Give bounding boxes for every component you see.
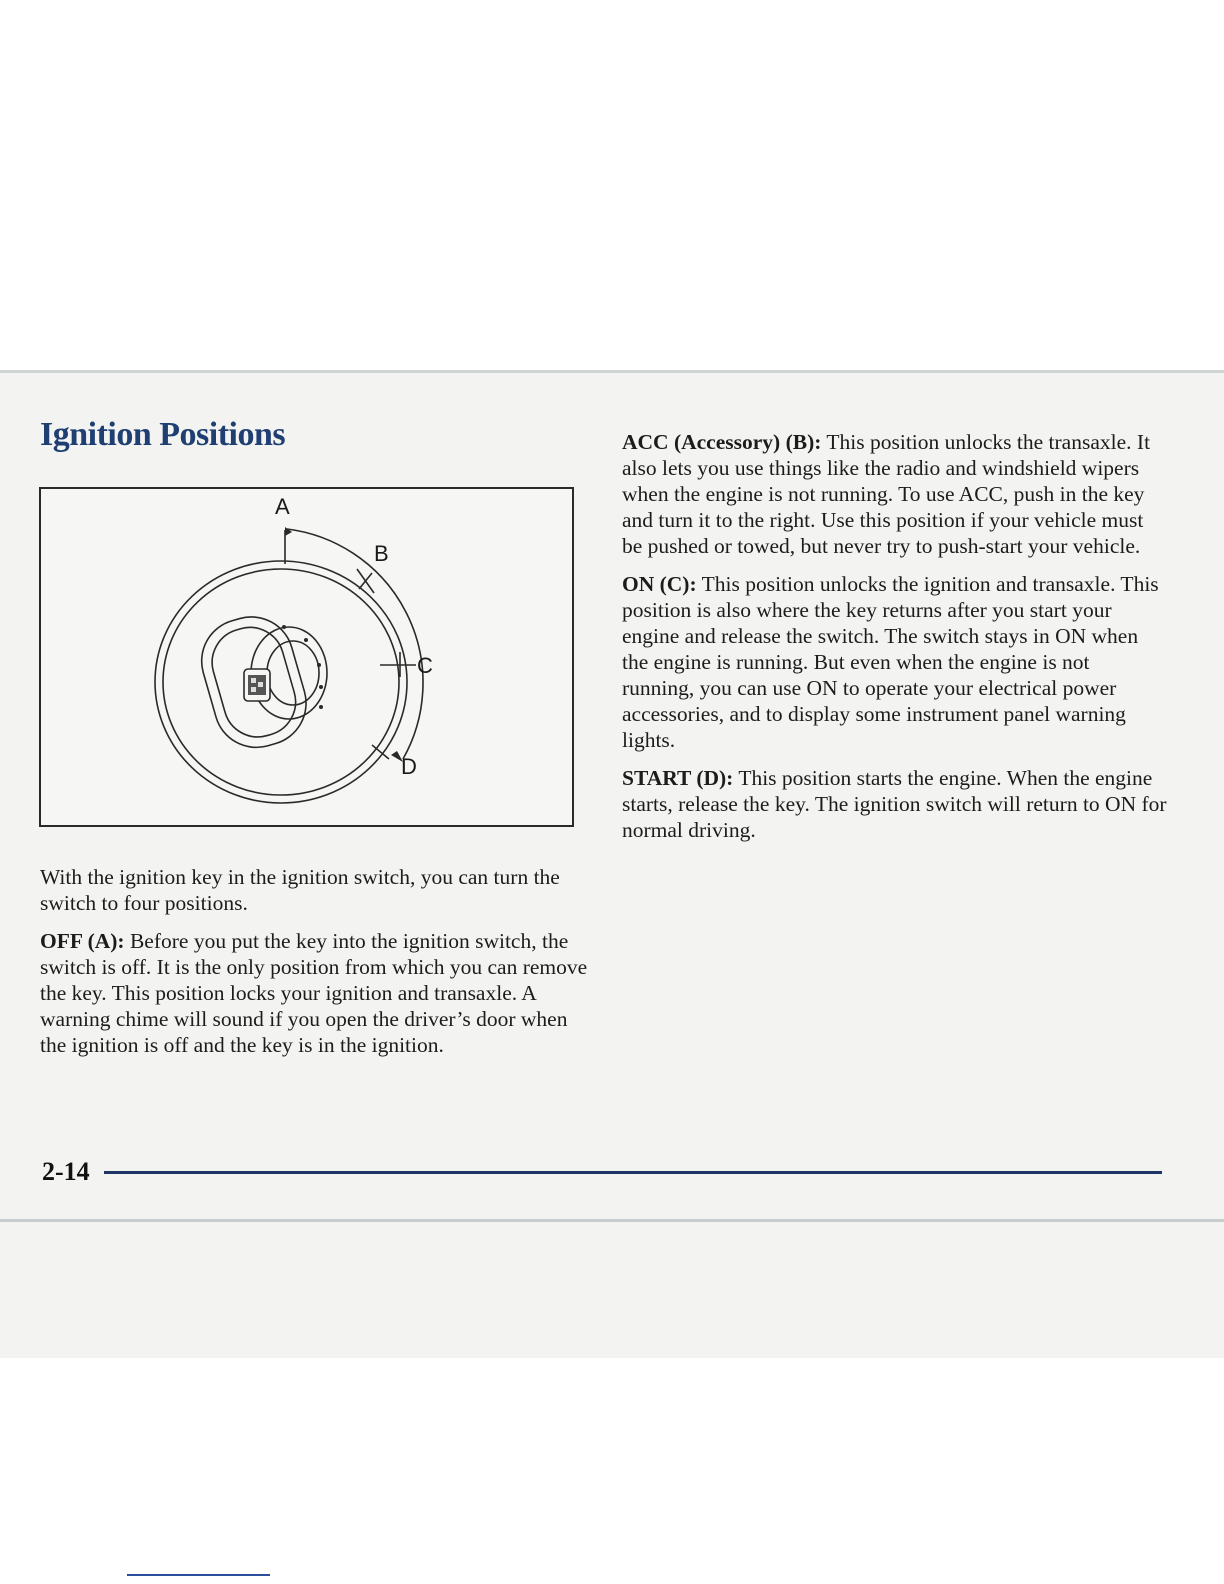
acc-paragraph (622, 429, 1167, 559)
right-column (622, 429, 1167, 855)
bottom-stray-rule (127, 1574, 270, 1576)
page-title: Ignition Positions (40, 416, 286, 453)
acc-text: This position unlocks the transaxle. It also lets you use things like the radio and windshield wipers when the engine is not running. To use ACC, push in the key and turn it to the right. Use this position if your vehicle must be pushed or towed, but never try to push-start your vehicle. (622, 430, 1151, 558)
label-a: A (275, 494, 290, 519)
off-paragraph (40, 928, 588, 1058)
start-paragraph (622, 765, 1167, 843)
position-dot (317, 663, 321, 667)
switch-outer-ring (155, 561, 407, 803)
on-paragraph (622, 571, 1167, 753)
page-number: 2-14 (42, 1157, 90, 1186)
band-bottom-divider (0, 1219, 1224, 1222)
position-dot (319, 685, 323, 689)
ignition-switch-diagram (41, 489, 572, 825)
left-column (40, 864, 588, 1070)
key-chip (248, 675, 266, 695)
position-dot (282, 625, 286, 629)
label-b: B (374, 541, 389, 566)
label-d: D (401, 754, 417, 779)
on-term: ON (C): (622, 572, 697, 596)
band-top-divider (0, 370, 1224, 373)
acc-term: ACC (Accessory) (B): (622, 430, 822, 454)
start-text: This position starts the engine. When the engine starts, release the key. The ignition switch will return to ON for normal driving. (622, 766, 1167, 842)
label-c: C (417, 653, 433, 678)
off-term: OFF (A): (40, 929, 125, 953)
on-text: This position unlocks the ignition and transaxle. This position is also where the key returns after you start your engine and release the switch. The switch stays in ON when the engine is running. But even when the engine is not running, you can use ON to operate your electrical power accessories, and to display some instrument panel warning lights. (622, 572, 1159, 752)
ignition-figure (39, 487, 574, 827)
position-dot (304, 638, 308, 642)
intro-paragraph: With the ignition key in the ignition switch, you can turn the switch to four positions. (40, 865, 560, 915)
start-term: START (D): (622, 766, 734, 790)
switch-inner-ring (163, 569, 399, 795)
arrow-head-a (285, 527, 292, 536)
off-text: Before you put the key into the ignition switch, the switch is off. It is the only position from which you can remove the key. This position locks your ignition and transaxle. A warning chime will sound if you open the driver’s door when the ignition is off and the key is in the ignition. (40, 929, 588, 1057)
position-dot (319, 705, 323, 709)
footer-rule (104, 1171, 1162, 1174)
